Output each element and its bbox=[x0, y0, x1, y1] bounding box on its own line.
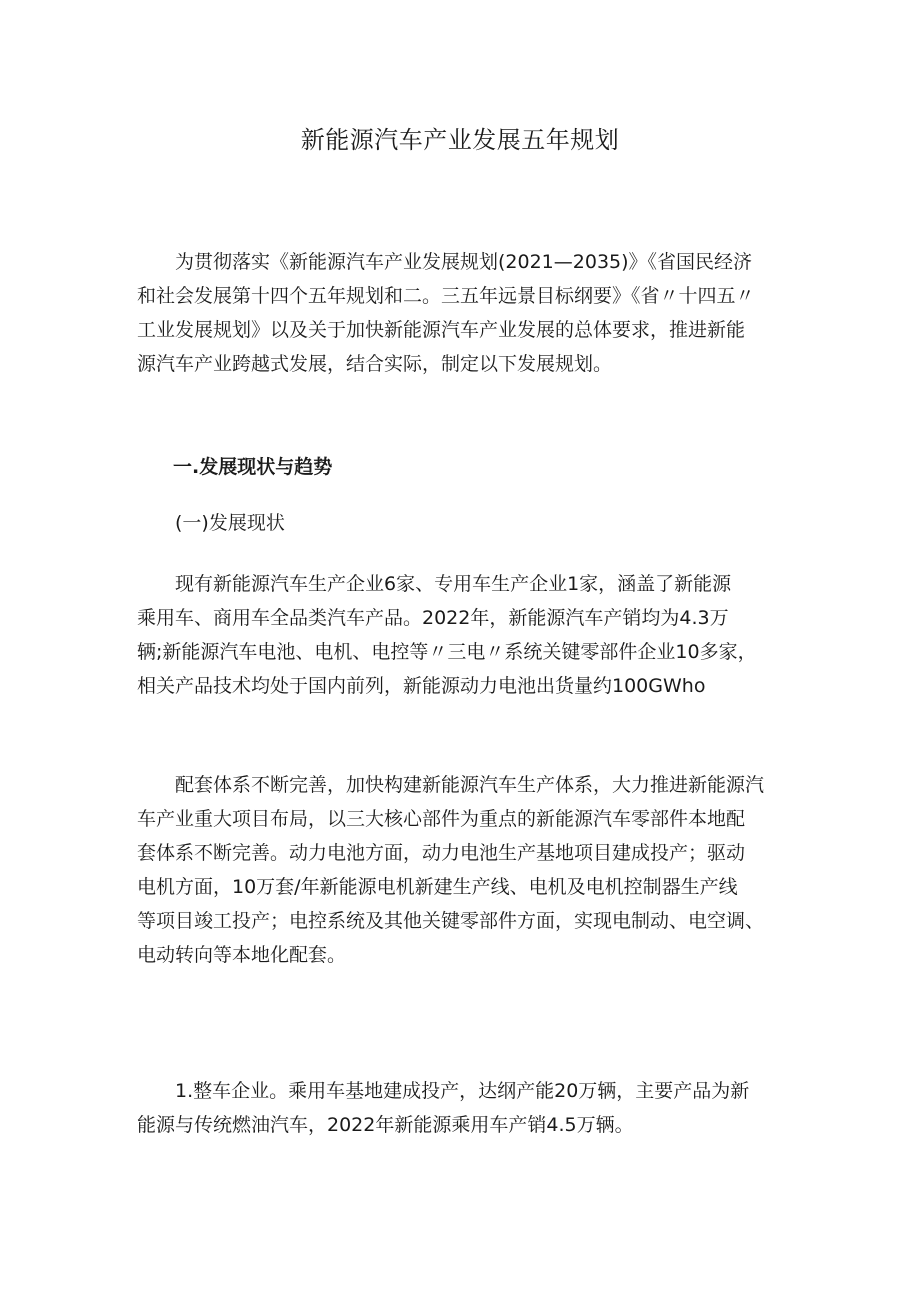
paragraph-line: 1.整车企业。乘用车基地建成投产，达纲产能20万辆，主要产品为新 bbox=[175, 1080, 750, 1102]
paragraph-line: 辆;新能源汽车电池、电机、电控等〃三电〃系统关键零部件企业10多家， bbox=[137, 641, 757, 663]
paragraph-line: 电机方面，10万套/年新能源电机新建生产线、电机及电机控制器生产线 bbox=[137, 876, 738, 898]
status-paragraph bbox=[137, 567, 797, 703]
paragraph-line: 工业发展规划》以及关于加快新能源汽车产业发展的总体要求，推进新能 bbox=[137, 319, 746, 341]
paragraph-line: 能源与传统燃油汽车，2022年新能源乘用车产销4.5万辆。 bbox=[137, 1114, 634, 1136]
vehicle-enterprise-paragraph bbox=[137, 1074, 797, 1142]
subsection-heading: (一)发展现状 bbox=[175, 512, 285, 534]
paragraph-line: 乘用车、商用车全品类汽车产品。2022年，新能源汽车产销均为4.3万 bbox=[137, 607, 729, 629]
paragraph-line: 配套体系不断完善，加快构建新能源汽车生产体系，大力推进新能源汽 bbox=[175, 774, 765, 796]
supply-chain-paragraph bbox=[137, 768, 797, 972]
paragraph-line: 为贯彻落实《新能源汽车产业发展规划(2021—2035)》《省国民经济 bbox=[175, 251, 753, 273]
paragraph-line: 和社会发展第十四个五年规划和二。三五年远景目标纲要》《省〃十四五〃 bbox=[137, 285, 755, 307]
section-heading: 一.发展现状与趋势 bbox=[173, 456, 333, 478]
intro-paragraph bbox=[137, 245, 797, 381]
paragraph-line: 等项目竣工投产；电控系统及其他关键零部件方面，实现电制动、电空调、 bbox=[137, 910, 765, 932]
document-title: 新能源汽车产业发展五年规划 bbox=[300, 126, 620, 154]
paragraph-line: 相关产品技术均处于国内前列，新能源动力电池出货量约100GWho bbox=[137, 675, 706, 697]
paragraph-line: 源汽车产业跨越式发展，结合实际，制定以下发展规划。 bbox=[137, 353, 613, 375]
paragraph-line: 电动转向等本地化配套。 bbox=[137, 944, 347, 966]
paragraph-line: 车产业重大项目布局，以三大核心部件为重点的新能源汽车零部件本地配 bbox=[137, 808, 746, 830]
paragraph-line: 现有新能源汽车生产企业6家、专用车生产企业1家，涵盖了新能源 bbox=[175, 573, 732, 595]
paragraph-line: 套体系不断完善。动力电池方面，动力电池生产基地项目建成投产；驱动 bbox=[137, 842, 746, 864]
